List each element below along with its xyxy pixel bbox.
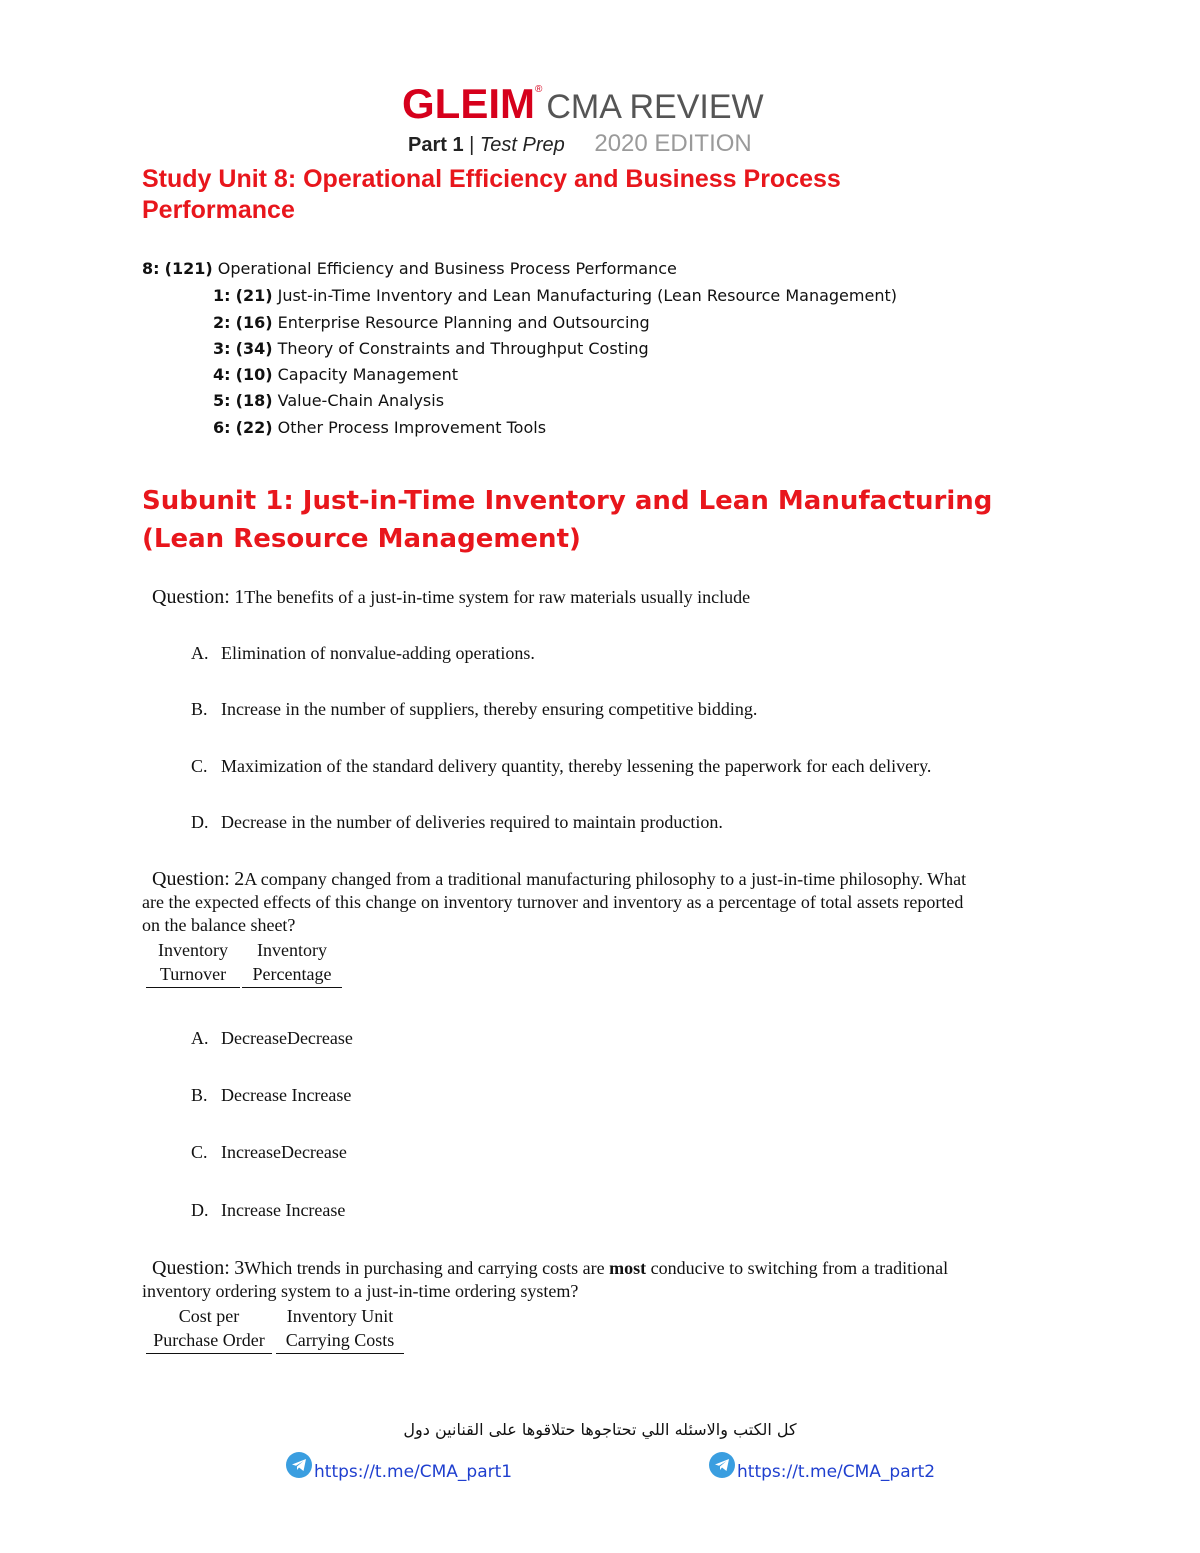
question-text: The benefits of a just-in-time system for raw materials usually include xyxy=(244,587,751,607)
outline-item xyxy=(213,286,897,305)
question-text-line: A company changed from a traditional manufacturing philosophy to a just-in-time philosophy. What xyxy=(244,869,967,889)
question-1 xyxy=(152,586,750,609)
option-text: Maximization of the standard delivery quantity, thereby lessening the paperwork for each delivery. xyxy=(221,756,932,776)
study-unit-title: Study Unit 8: Operational Efficiency and Business Process Performance xyxy=(142,165,841,224)
column-header-line: Cost per xyxy=(178,1306,240,1326)
option-text: Increase Increase xyxy=(221,1200,346,1220)
question-number: 3 xyxy=(234,1257,245,1279)
logo-title: CMA REVIEW xyxy=(546,88,764,126)
outline-item xyxy=(213,313,650,332)
option-text: Decrease Increase xyxy=(221,1085,352,1105)
option-text: DecreaseDecrease xyxy=(221,1028,353,1048)
option-text: Decrease in the number of deliveries required to maintain production. xyxy=(221,812,723,832)
header-underline xyxy=(146,987,240,988)
option-text: Elimination of nonvalue-adding operations. xyxy=(221,643,535,663)
table-column-header xyxy=(146,1304,272,1352)
outline-item-num: 3: xyxy=(213,339,231,358)
option-text: Increase in the number of suppliers, thereby ensuring competitive bidding. xyxy=(221,699,758,719)
table-column-header xyxy=(276,1304,404,1352)
answer-option[interactable] xyxy=(191,756,931,777)
answer-option[interactable] xyxy=(191,643,535,664)
answer-option[interactable] xyxy=(191,812,723,833)
option-letter: D. xyxy=(191,812,209,832)
outline-item-text: Enterprise Resource Planning and Outsourcing xyxy=(277,313,650,332)
outline-item-count: (16) xyxy=(235,313,273,332)
column-header-line: Inventory Unit xyxy=(286,1306,394,1326)
outline-item-text: Theory of Constraints and Throughput Costing xyxy=(277,339,649,358)
question-text-line: inventory ordering system to a just-in-time ordering system? xyxy=(142,1281,579,1301)
logo-brand: GLEIM xyxy=(402,80,535,127)
answer-option[interactable] xyxy=(191,1028,353,1049)
answer-option[interactable] xyxy=(191,1085,351,1106)
question-text-line: are the expected effects of this change on inventory turnover and inventory as a percentage of total assets reported xyxy=(142,892,964,912)
column-header-line: Carrying Costs xyxy=(285,1330,395,1350)
column-header-line: Percentage xyxy=(252,964,332,984)
question-text: Which trends in purchasing and carrying costs are xyxy=(244,1258,610,1278)
table-column-header xyxy=(146,938,240,986)
outline-item xyxy=(213,418,546,437)
option-text: IncreaseDecrease xyxy=(221,1142,347,1162)
question-label: Question: xyxy=(152,586,230,608)
subunit-title: Subunit 1: Just-in-Time Inventory and Lean Manufacturing (Lean Resource Management) xyxy=(142,486,993,554)
option-letter: C. xyxy=(191,756,208,776)
telegram-link-part2[interactable]: https://t.me/CMA_part2 xyxy=(737,1462,936,1482)
question-2 xyxy=(142,868,1072,937)
table-column-header xyxy=(242,938,342,986)
column-header-line: Inventory xyxy=(257,940,327,960)
outline-item-num: 2: xyxy=(213,313,231,332)
question-number: 2 xyxy=(234,868,245,890)
outline-item-text: Value-Chain Analysis xyxy=(277,391,445,410)
outline-item xyxy=(213,339,649,358)
logo-part: Part 1 xyxy=(408,134,464,156)
outline-item-num: 5: xyxy=(213,391,231,410)
header-underline xyxy=(276,1353,404,1354)
column-header-line: Turnover xyxy=(159,964,227,984)
question-number: 1 xyxy=(234,586,245,608)
question-emphasis: most xyxy=(609,1258,647,1278)
logo-subtitle xyxy=(408,130,752,158)
answer-option[interactable] xyxy=(191,1142,347,1163)
outline-main-num: 8: xyxy=(142,259,160,278)
answer-option[interactable] xyxy=(191,699,757,720)
telegram-link-part1[interactable]: https://t.me/CMA_part1 xyxy=(314,1462,513,1482)
outline-item-num: 1: xyxy=(213,286,231,305)
logo-edition: 2020 EDITION xyxy=(594,130,752,157)
question-label: Question: xyxy=(152,868,230,890)
header-underline xyxy=(242,987,342,988)
option-letter: A. xyxy=(191,1028,209,1048)
logo-test-prep: Test Prep xyxy=(479,134,565,156)
option-letter: C. xyxy=(191,1142,208,1162)
column-header-line: Inventory xyxy=(158,940,228,960)
outline-item-count: (10) xyxy=(235,365,273,384)
outline-item-num: 6: xyxy=(213,418,231,437)
option-letter: B. xyxy=(191,1085,208,1105)
outline-item-text: Other Process Improvement Tools xyxy=(277,418,547,437)
option-letter: D. xyxy=(191,1200,209,1220)
answer-option[interactable] xyxy=(191,1200,345,1221)
telegram-icon[interactable] xyxy=(709,1452,735,1478)
logo-reg-mark: ® xyxy=(535,84,543,95)
logo-separator: | xyxy=(469,134,475,156)
outline-item xyxy=(213,365,458,384)
outline-item-count: (21) xyxy=(235,286,273,305)
question-text-line: on the balance sheet? xyxy=(142,915,296,935)
header-underline xyxy=(146,1353,272,1354)
outline-main-text: Operational Efficiency and Business Process Performance xyxy=(217,259,677,278)
outline-item-num: 4: xyxy=(213,365,231,384)
outline-main-count: (121) xyxy=(164,259,213,278)
outline-item-text: Just-in-Time Inventory and Lean Manufacturing (Lean Resource Management) xyxy=(277,286,897,305)
question-label: Question: xyxy=(152,1257,230,1279)
outline-item-text: Capacity Management xyxy=(277,365,459,384)
outline-main xyxy=(142,259,677,278)
option-letter: B. xyxy=(191,699,208,719)
column-header-line: Purchase Order xyxy=(153,1330,265,1350)
question-text: conducive to switching from a traditional xyxy=(646,1258,949,1278)
footer-arabic-note: كل الكتب والاسئله اللي تحتاجوها حتلاقوها على القنانين دول xyxy=(403,1420,797,1439)
outline-item-count: (18) xyxy=(235,391,273,410)
telegram-icon[interactable] xyxy=(286,1452,312,1478)
question-3 xyxy=(142,1257,1072,1303)
outline-item-count: (34) xyxy=(235,339,273,358)
gleim-logo xyxy=(402,80,764,128)
outline-item-count: (22) xyxy=(235,418,273,437)
outline-item xyxy=(213,391,444,410)
option-letter: A. xyxy=(191,643,209,663)
